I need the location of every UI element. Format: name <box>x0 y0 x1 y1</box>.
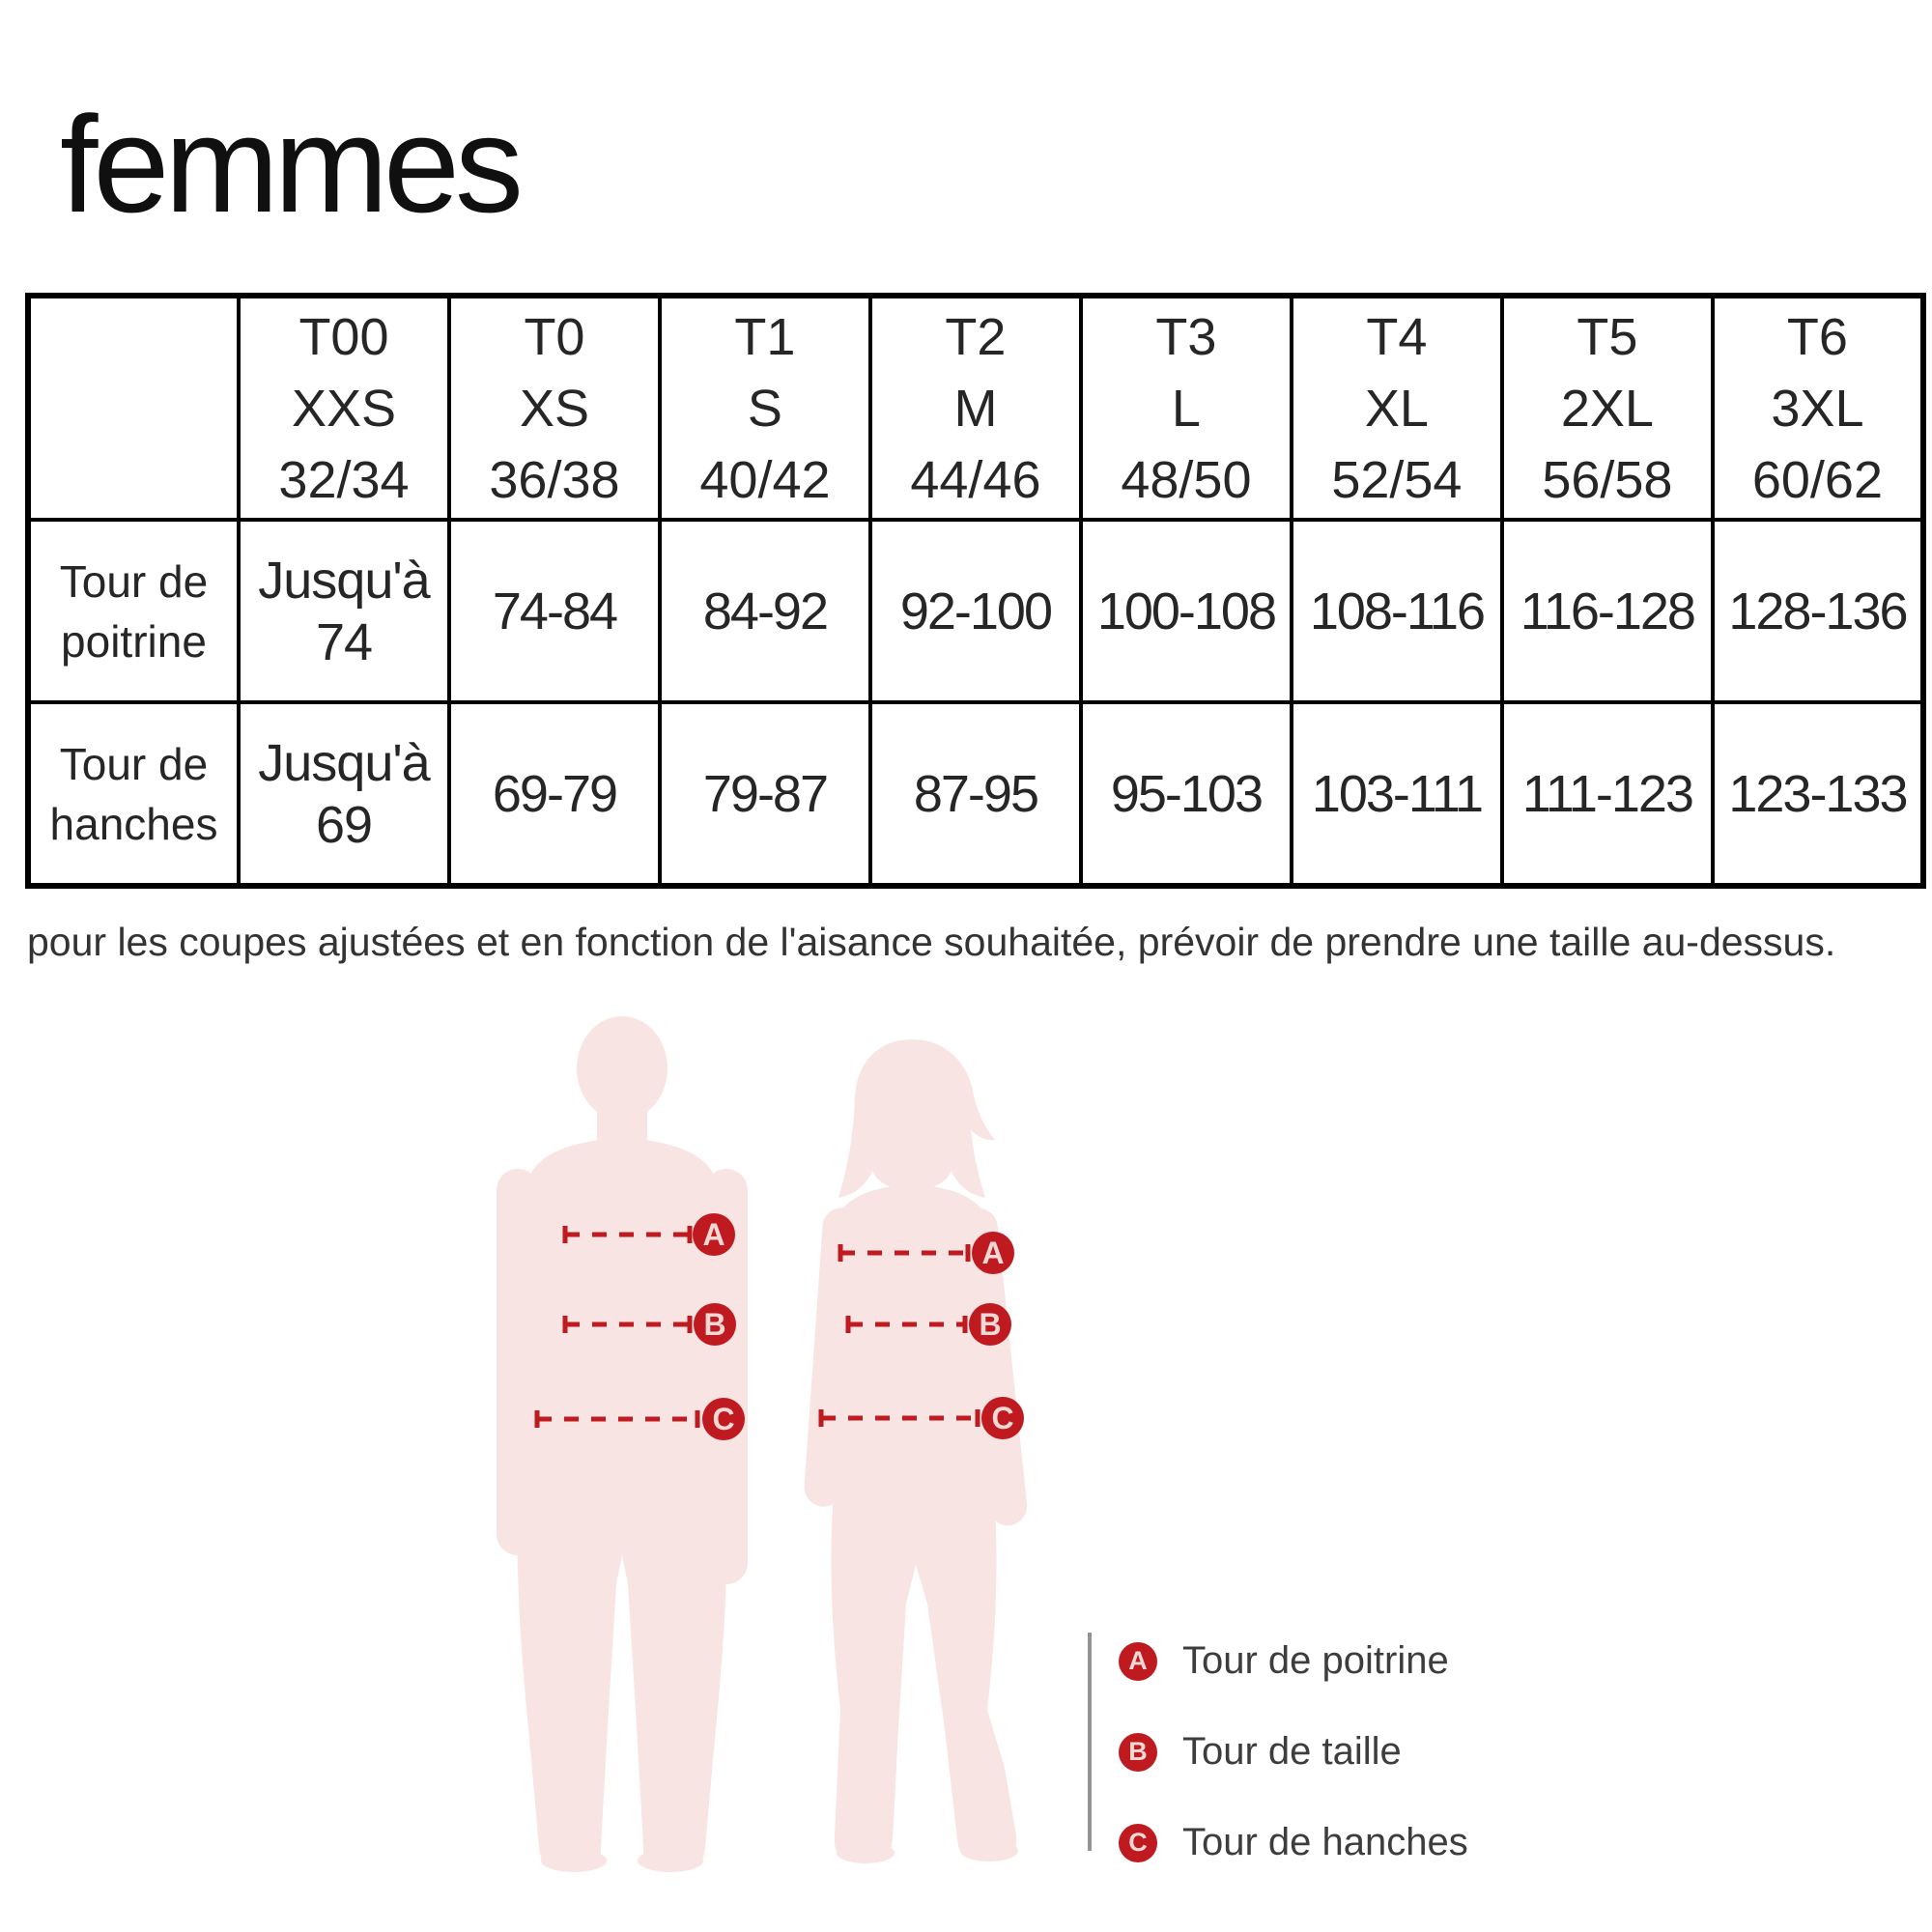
size-fr: 32/34 <box>278 450 410 509</box>
svg-text:C: C <box>712 1402 735 1436</box>
svg-text:A: A <box>981 1236 1005 1270</box>
size-column-header-t00 <box>239 296 449 520</box>
row-label-poitrine: Tour de poitrine <box>28 520 239 702</box>
cell-poitrine-t3: 100-108 <box>1081 520 1292 702</box>
female-silhouette <box>803 1039 1029 1863</box>
cell-poitrine-t6: 128-136 <box>1713 520 1923 702</box>
size-fr: 52/54 <box>1331 450 1463 509</box>
cell-poitrine-t5: 116-128 <box>1502 520 1713 702</box>
cell-hanches-t1: 79-87 <box>660 702 870 886</box>
size-column-header-t5 <box>1502 296 1713 520</box>
measurement-legend <box>1088 1633 1468 1864</box>
size-fr: 40/42 <box>699 450 831 509</box>
size-code: T00 <box>298 307 389 366</box>
cell-hanches-t3: 95-103 <box>1081 702 1292 886</box>
legend-marker-c-icon: C <box>1119 1824 1157 1862</box>
table-header-row <box>28 296 1923 520</box>
size-code: T3 <box>1155 307 1217 366</box>
size-intl: 2XL <box>1560 379 1654 438</box>
size-fr: 48/50 <box>1121 450 1252 509</box>
legend-label: Tour de hanches <box>1182 1821 1468 1863</box>
cell-poitrine-t00: Jusqu'à 74 <box>239 520 449 702</box>
size-code: T2 <box>945 307 1007 366</box>
size-code: T1 <box>734 307 796 366</box>
size-intl: XS <box>519 379 589 438</box>
legend-marker-a-icon: A <box>1119 1642 1157 1681</box>
size-fr: 60/62 <box>1751 450 1883 509</box>
cell-poitrine-t2: 92-100 <box>870 520 1081 702</box>
cell-hanches-t6: 123-133 <box>1713 702 1923 886</box>
legend-item-poitrine <box>1119 1639 1468 1683</box>
svg-text:C: C <box>991 1401 1014 1435</box>
cell-poitrine-t1: 84-92 <box>660 520 870 702</box>
size-column-header-t2 <box>870 296 1081 520</box>
cell-poitrine-t0: 74-84 <box>449 520 660 702</box>
table-row-hanches <box>28 702 1923 886</box>
row-label-hanches: Tour de hanches <box>28 702 239 886</box>
size-intl: M <box>953 379 998 438</box>
size-fr: 36/38 <box>489 450 620 509</box>
cell-hanches-t00: Jusqu'à 69 <box>239 702 449 886</box>
legend-item-hanches <box>1119 1821 1468 1864</box>
legend-label: Tour de poitrine <box>1182 1639 1449 1682</box>
svg-text:B: B <box>703 1307 726 1342</box>
cell-hanches-t4: 103-111 <box>1292 702 1502 886</box>
svg-text:A: A <box>702 1217 725 1252</box>
size-code: T6 <box>1786 307 1848 366</box>
cell-hanches-t2: 87-95 <box>870 702 1081 886</box>
table-row-poitrine <box>28 520 1923 702</box>
size-intl: XL <box>1364 379 1429 438</box>
measurement-illustration <box>415 1005 1092 1932</box>
size-fr: 44/46 <box>910 450 1041 509</box>
size-code: T0 <box>524 307 585 366</box>
size-code: T5 <box>1577 307 1638 366</box>
legend-marker-b-icon: B <box>1119 1733 1157 1772</box>
size-column-header-t3 <box>1081 296 1292 520</box>
cell-hanches-t5: 111-123 <box>1502 702 1713 886</box>
svg-text:B: B <box>979 1307 1002 1342</box>
fit-note: pour les coupes ajustées et en fonction de l'aisance souhaitée, prévoir de prendre une taille au-dessus. <box>27 920 1836 964</box>
size-table <box>25 293 1926 889</box>
cell-hanches-t0: 69-79 <box>449 702 660 886</box>
size-intl: L <box>1171 379 1201 438</box>
size-column-header-t1 <box>660 296 870 520</box>
size-fr: 56/58 <box>1542 450 1673 509</box>
size-column-header-t6 <box>1713 296 1923 520</box>
size-code: T4 <box>1366 307 1428 366</box>
size-column-header-t0 <box>449 296 660 520</box>
size-intl: S <box>747 379 782 438</box>
corner-cell <box>28 296 239 520</box>
legend-item-taille <box>1119 1730 1468 1774</box>
male-silhouette <box>497 1016 748 1872</box>
size-intl: XXS <box>291 379 396 438</box>
size-column-header-t4 <box>1292 296 1502 520</box>
size-intl: 3XL <box>1771 379 1864 438</box>
page-title: femmes <box>60 88 519 242</box>
legend-label: Tour de taille <box>1182 1730 1402 1773</box>
legend-divider <box>1088 1633 1092 1851</box>
cell-poitrine-t4: 108-116 <box>1292 520 1502 702</box>
